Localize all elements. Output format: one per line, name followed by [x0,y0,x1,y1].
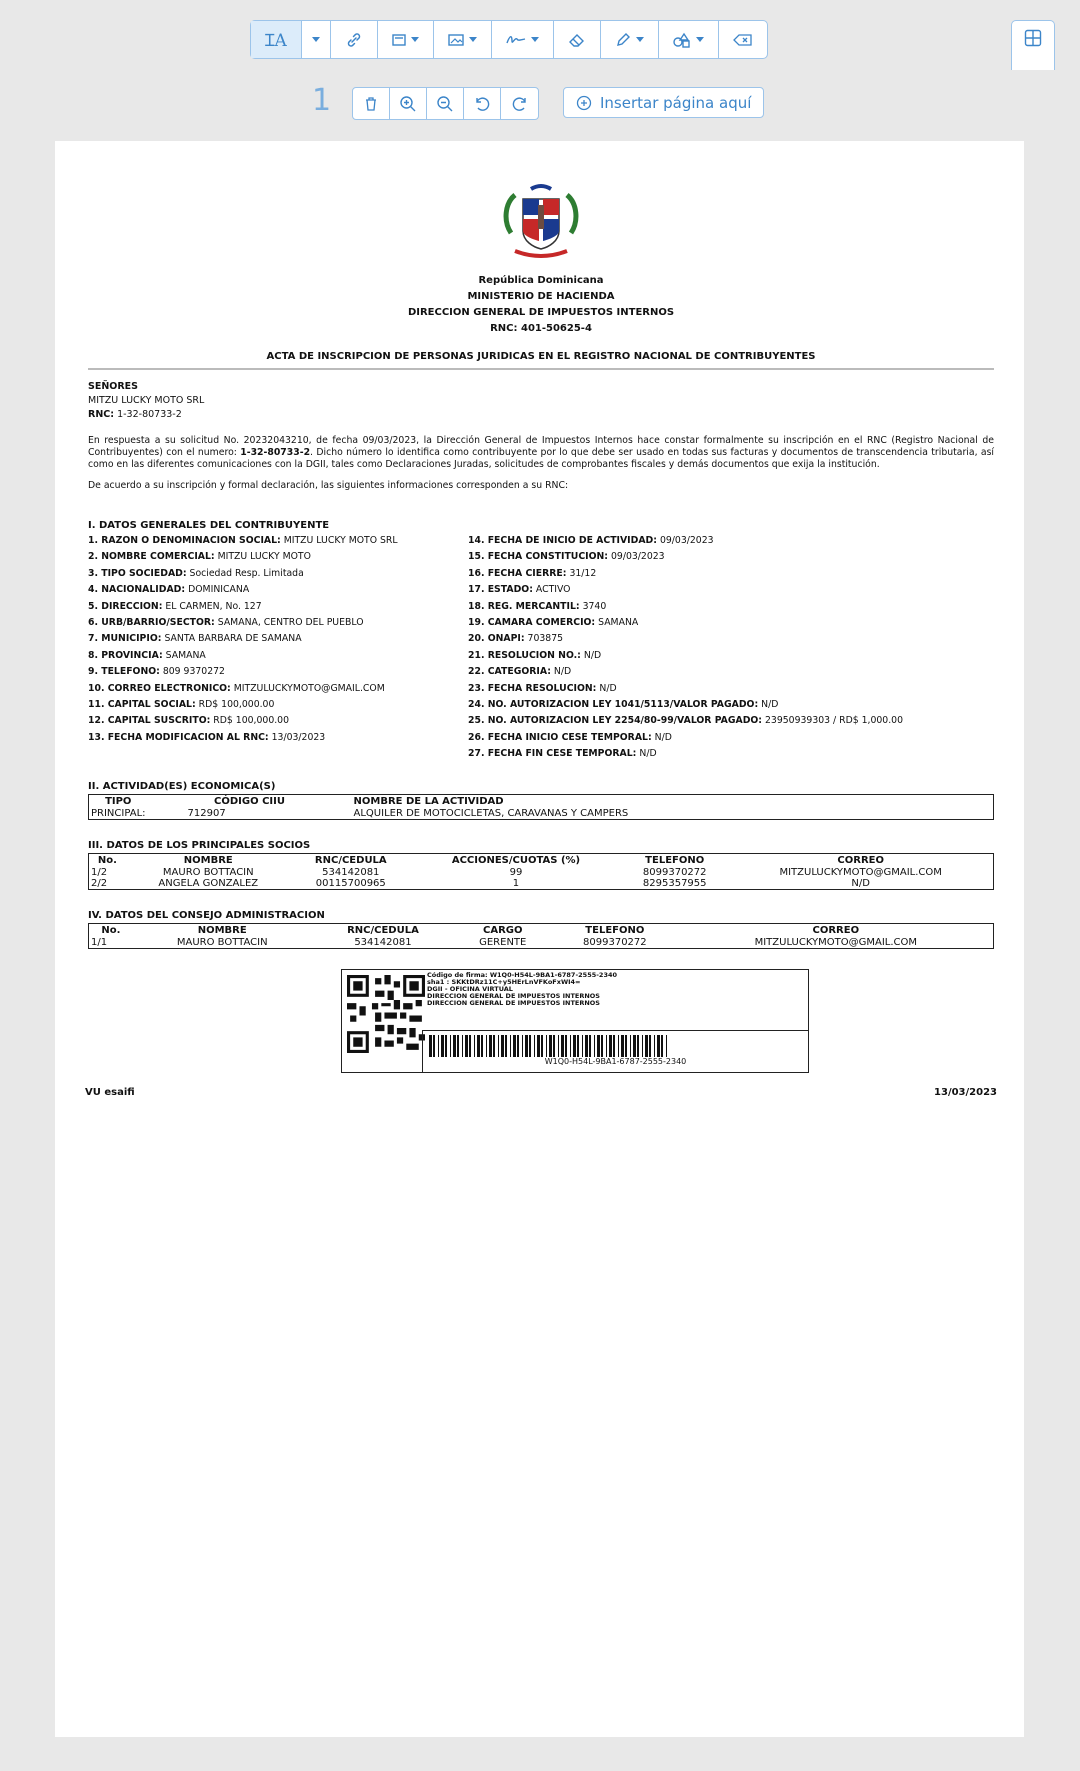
general-field [88,730,468,746]
header-line: RNC: 401-50625-4 [490,323,592,334]
field-value: SAMANA [598,617,639,629]
zoom-out-button[interactable] [427,88,464,119]
general-field [468,615,903,631]
general-field [468,582,903,598]
intro-paragraph-2: De acuerdo a su inscripción y formal declaración, las siguientes informaciones corresponden a su RNC: [88,480,569,491]
field-label: 6. URB/BARRIO/SECTOR: [88,617,215,629]
text-tool-button[interactable] [251,21,302,58]
general-field [468,664,903,680]
general-field [88,713,468,729]
field-label: 23. FECHA RESOLUCION: [468,682,597,694]
field-label: 19. CAMARA COMERCIO: [468,617,596,629]
partner-cell: N/D [851,877,870,889]
table-row [89,867,994,878]
field-value: MITZU LUCKY MOTO [217,551,311,563]
board-header: RNC/CEDULA [347,924,419,936]
general-field [468,599,903,615]
signature-area [88,949,994,1079]
plus-circle-icon [576,95,592,111]
field-value: SAMANA [165,649,206,661]
rotate-left-icon [473,95,491,113]
chevron-down-icon [636,37,644,42]
partner-cell: 8099370272 [642,866,707,878]
digital-signature-stamp [341,969,809,1073]
general-field [88,664,468,680]
field-label: 15. FECHA CONSTITUCION: [468,551,609,563]
partners-header: ACCIONES/CUOTAS (%) [451,854,581,866]
activity-header: NOMBRE DE LA ACTIVIDAD [353,795,504,807]
signature-tool-button[interactable] [492,21,554,58]
chevron-down-icon [696,37,704,42]
field-value: RD$ 100,000.00 [198,699,275,711]
field-value: 703875 [527,633,564,645]
partner-cell: 534142081 [322,866,380,878]
activity-cell: 712907 [187,807,226,819]
signature-line: DIRECCION GENERAL DE IMPUESTOS INTERNOS [427,991,600,1000]
partner-cell: MITZULUCKYMOTO@GMAIL.COM [779,866,942,878]
field-value: Sociedad Resp. Limitada [189,567,304,579]
field-label: 17. ESTADO: [468,584,533,596]
field-value: 09/03/2023 [659,535,714,546]
board-header: CARGO [482,924,523,936]
layout-toggle-button[interactable] [1011,20,1055,70]
general-field [88,615,468,631]
zoom-out-icon [436,95,454,113]
chevron-down-icon [469,37,477,42]
field-label: 3. TIPO SOCIEDAD: [88,567,187,579]
company-name: MITZU LUCKY MOTO SRL [88,395,205,406]
link-tool-button[interactable] [331,21,378,58]
intro-rnc: 1-32-80733-2 [240,447,311,458]
partners-header: CORREO [837,854,884,866]
chevron-down-icon [411,37,419,42]
field-label: 20. ONAPI: [468,633,525,645]
field-label: 24. NO. AUTORIZACION LEY 1041/5113/VALOR PAGADO: [468,699,759,711]
rotate-right-icon [511,95,529,113]
field-value: 809 9370272 [162,666,225,678]
grid-icon [1024,29,1042,47]
field-label: 25. NO. AUTORIZACION LEY 2254/80-99/VALOR PAGADO: [468,715,763,727]
shapes-icon [673,32,691,48]
intro-text-c: . Dicho número lo identifica como contribuyente por lo que debe ser usado en todas sus facturas y documentos de transcendencia tributaria, así como en las diferentes comunicaciones con la DGII, tales como Declaraciones Juradas, solicitudes de comprobantes fiscales y demás documentos que exija la institución. [88,447,994,470]
signature-line: DGII - OFICINA VIRTUAL [427,984,513,993]
general-left-column [88,533,468,763]
partners-header: No. [97,854,117,866]
footer-date: 13/03/2023 [934,1086,997,1098]
board-header: NOMBRE [197,924,247,936]
section-partners: III. DATOS DE LOS PRINCIPALES SOCIOS [88,839,311,851]
field-label: 27. FECHA FIN CESE TEMPORAL: [468,748,637,760]
field-value: MITZU LUCKY MOTO SRL [283,535,398,546]
field-value: SANTA BARBARA DE SAMANA [164,633,302,645]
rnc-line [88,408,994,422]
field-value: N/D [639,748,657,760]
shapes-tool-button[interactable] [659,21,719,58]
field-label: 1. RAZON O DENOMINACION SOCIAL: [88,535,281,546]
board-cell: MITZULUCKYMOTO@GMAIL.COM [754,936,918,948]
field-label: 7. MUNICIPIO: [88,633,162,645]
signature-text [427,972,617,1007]
header-line: DIRECCION GENERAL DE IMPUESTOS INTERNOS [407,307,675,318]
board-cell: 534142081 [354,936,412,948]
document-content [85,181,997,1098]
board-table [88,923,994,949]
chevron-down-icon [531,37,539,42]
field-value: SAMANA, CENTRO DEL PUEBLO [217,617,364,629]
partner-cell: 00115700965 [315,877,386,889]
document-page [55,141,1024,1737]
eraser-icon [568,32,586,48]
image-tool-button[interactable] [434,21,492,58]
chevron-down-icon [312,37,320,42]
signature-line: DIRECCION GENERAL DE IMPUESTOS INTERNOS [427,998,600,1007]
recipient-block [88,380,994,422]
general-field [468,631,903,647]
intro-paragraph [88,435,994,471]
insert-page-label: Insertar página aquí [600,93,752,112]
field-label: 22. CATEGORIA: [468,666,551,678]
partner-cell: MAURO BOTTACIN [162,866,254,878]
general-field [88,599,468,615]
barcode-icon [429,1035,802,1057]
table-row [89,937,994,949]
field-label: 21. RESOLUCION NO.: [468,649,581,661]
field-value: N/D [553,666,572,678]
field-label: 2. NOMBRE COMERCIAL: [88,551,215,563]
partner-cell: 1 [512,877,520,889]
signature-line: Código de firma: W1Q0-H54L-9BA1-6787-2555-2340 [427,970,618,979]
document-footer [85,1087,997,1098]
activity-cell: ALQUILER DE MOTOCICLETAS, CARAVANAS Y CAMPERS [353,807,629,819]
field-label: 10. CORREO ELECTRONICO: [88,682,231,694]
general-field [88,648,468,664]
field-value: DOMINICANA [188,584,250,596]
general-field [468,533,903,549]
general-field [468,697,903,713]
board-header: CORREO [812,924,860,936]
qr-code-icon [347,975,425,1053]
rotate-left-button[interactable] [464,88,501,119]
general-field [88,681,468,697]
general-field [468,681,903,697]
activities-table [88,794,994,820]
general-field [88,549,468,565]
delete-page-button[interactable] [353,88,390,119]
section-board: IV. DATOS DEL CONSEJO ADMINISTRACION [88,909,325,921]
field-label: 8. PROVINCIA: [88,649,163,661]
general-field [468,713,903,729]
annotation-toolbar [250,20,768,59]
header-line: MINISTERIO DE HACIENDA [467,291,615,302]
field-label: 16. FECHA CIERRE: [468,567,567,579]
highlighter-tool-button[interactable] [601,21,659,58]
zoom-in-button[interactable] [390,88,427,119]
field-value: 13/03/2023 [271,731,326,743]
field-value: 3740 [582,600,607,612]
table-row [89,878,994,890]
board-cell: 8099370272 [583,936,647,948]
activity-header: CÓDIGO CIIU [214,795,285,807]
page-tools [352,87,539,120]
field-value: 09/03/2023 [611,551,665,563]
partner-cell: 2/2 [91,877,108,889]
field-label: 9. TELEFONO: [88,666,160,678]
general-field [468,549,903,565]
general-field [468,730,903,746]
field-value: ACTIVO [535,584,571,596]
field-value: 23950939303 / RD$ 1,000.00 [765,715,903,727]
backspace-icon [733,33,753,47]
activity-cell: PRINCIPAL: [91,807,146,819]
activity-header: TIPO [105,795,132,807]
eraser-tool-button[interactable] [554,21,601,58]
general-field [468,746,903,762]
board-cell: 1/1 [91,936,108,948]
trash-icon [364,96,378,112]
partners-header: TELEFONO [645,854,705,866]
document-title: ACTA DE INSCRIPCION DE PERSONAS JURIDICAS EN EL REGISTRO NACIONAL DE CONTRIBUYENTES [88,351,994,370]
general-field [88,631,468,647]
general-data [88,533,994,763]
general-field [468,648,903,664]
partner-cell: 99 [509,866,523,878]
coat-of-arms-icon [501,181,581,265]
image-icon [448,33,464,47]
signature-line: sha1 : SKKtDRz11C+y5HErLnVFKoFxWI4= [427,977,581,986]
delete-annotation-button[interactable] [719,21,767,58]
general-field [88,697,468,713]
form-field-tool-button[interactable] [378,21,434,58]
field-label: 5. DIRECCION: [88,600,163,612]
field-value: RD$ 100,000.00 [213,715,290,727]
section-general: I. DATOS GENERALES DEL CONTRIBUYENTE [88,520,330,531]
intro-text-a: En respuesta a su solicitud No. 20232043210, de fecha 09/03/2023, la Dirección General de Impuestos Internos hace constar formalmente su inscripción en el RNC (Registro Nacional de Contribuyentes) con el numero: [88,435,994,458]
partners-header: RNC/CEDULA [314,854,387,866]
field-label: 4. NACIONALIDAD: [88,584,186,596]
field-value: N/D [583,649,602,661]
footer-user: VU esaifi [85,1086,135,1098]
header-line: República Dominicana [478,275,604,286]
barcode-box [422,1030,808,1072]
partner-cell: ANGELA GONZALEZ [158,877,259,889]
general-field [88,566,468,582]
field-value: 31/12 [569,567,597,579]
field-value: N/D [599,682,617,694]
field-value: MITZULUCKYMOTO@GMAIL.COM [233,682,385,694]
general-field [88,582,468,598]
zoom-in-icon [399,95,417,113]
field-label: 26. FECHA INICIO CESE TEMPORAL: [468,731,652,743]
agency-header [88,273,994,337]
signature-icon [506,33,526,47]
board-header: No. [101,924,121,936]
insert-page-button[interactable] [563,87,764,118]
field-label: 12. CAPITAL SUSCRITO: [88,715,211,727]
barcode-text: W1Q0-H54L-9BA1-6787-2555-2340 [544,1056,687,1066]
field-value: N/D [761,699,779,711]
rnc-label: RNC: [88,409,115,420]
text-tool-icon: ꞮA [265,31,287,51]
field-label: 14. FECHA DE INICIO DE ACTIVIDAD: [468,535,657,546]
partners-table [88,853,994,890]
general-field [468,566,903,582]
salutation: SEÑORES [88,381,139,392]
coat-of-arms [88,181,994,269]
partner-cell: 8295357955 [642,877,707,889]
text-tool-dropdown[interactable] [302,21,331,58]
field-value: EL CARMEN, No. 127 [165,600,262,612]
rotate-right-button[interactable] [501,88,538,119]
board-header: TELEFONO [585,924,645,936]
field-label: 11. CAPITAL SOCIAL: [88,699,196,711]
pen-icon [615,32,631,48]
general-field [88,533,468,549]
rnc-value: 1-32-80733-2 [117,409,182,420]
field-value: N/D [654,731,672,743]
form-field-icon [392,33,406,47]
page-number: 1 [312,83,332,118]
board-cell: MAURO BOTTACIN [176,936,268,948]
partner-cell: 1/2 [91,866,108,878]
field-label: 13. FECHA MODIFICACION AL RNC: [88,731,269,743]
field-label: 18. REG. MERCANTIL: [468,600,580,612]
general-right-column [468,533,903,763]
section-activities: II. ACTIVIDAD(ES) ECONOMICA(S) [88,780,276,792]
link-icon [345,31,363,49]
board-cell: GERENTE [479,936,527,948]
partners-header: NOMBRE [183,854,233,866]
